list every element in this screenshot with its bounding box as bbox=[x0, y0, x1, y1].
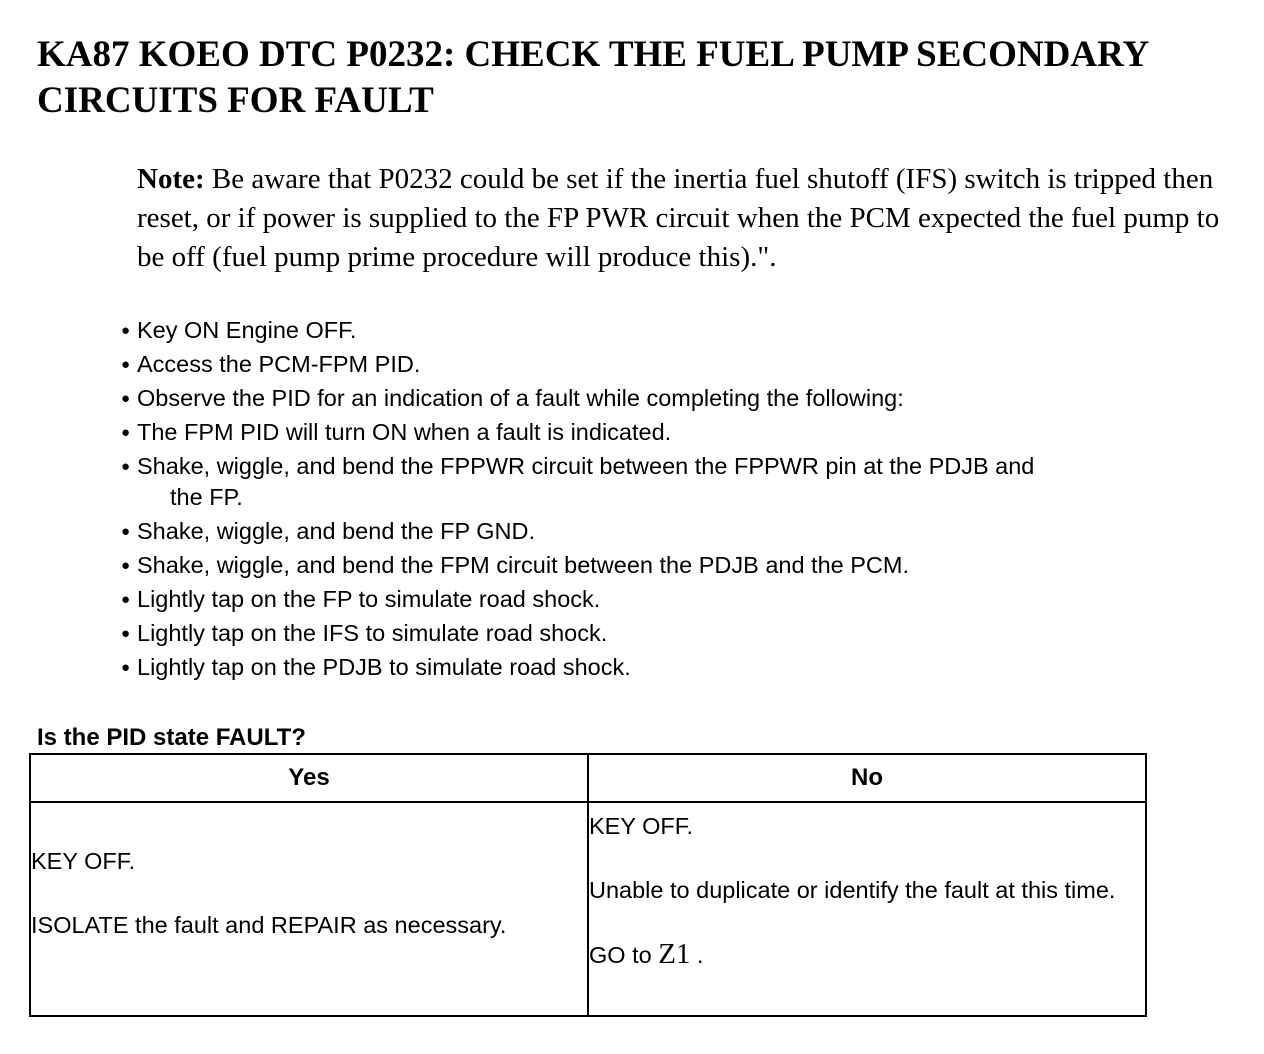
step-item bbox=[118, 315, 1228, 346]
goto-suffix: . bbox=[690, 942, 704, 968]
step-item bbox=[118, 550, 1228, 581]
step-text: Shake, wiggle, and bend the FP GND. bbox=[137, 518, 535, 544]
step-text: Lightly tap on the IFS to simulate road shock. bbox=[137, 620, 608, 646]
bullet-icon: ● bbox=[121, 591, 131, 608]
step-item bbox=[118, 618, 1228, 649]
step-text: Shake, wiggle, and bend the FPPWR circuit between the FPPWR pin at the PDJB and bbox=[137, 453, 1035, 479]
no-unable-duplicate: Unable to duplicate or identify the fault at this time. bbox=[589, 877, 1116, 903]
goto-z1-link[interactable]: Z1 bbox=[658, 938, 691, 970]
step-text: Shake, wiggle, and bend the FPM circuit between the PDJB and the PCM. bbox=[137, 552, 910, 578]
bullet-icon: ● bbox=[121, 659, 131, 676]
note-paragraph bbox=[137, 160, 1247, 277]
bullet-icon: ● bbox=[121, 523, 131, 540]
bullet-icon: ● bbox=[121, 424, 131, 441]
header-yes: Yes bbox=[30, 754, 588, 802]
yes-key-off: KEY OFF. bbox=[31, 848, 136, 874]
step-item bbox=[118, 451, 1228, 513]
yes-isolate-repair: ISOLATE the fault and REPAIR as necessary. bbox=[31, 912, 507, 938]
step-text: Access the PCM-FPM PID. bbox=[137, 351, 421, 377]
bullet-icon: ● bbox=[121, 625, 131, 642]
bullet-icon: ● bbox=[121, 322, 131, 339]
bullet-icon: ● bbox=[121, 390, 131, 407]
step-item bbox=[118, 652, 1228, 683]
question-heading: Is the PID state FAULT? bbox=[37, 724, 306, 751]
step-text: Lightly tap on the PDJB to simulate road shock. bbox=[137, 654, 631, 680]
step-text-continuation: the FP. bbox=[170, 484, 243, 510]
step-item bbox=[118, 349, 1228, 380]
table-row bbox=[30, 802, 1146, 1016]
table-header-row bbox=[30, 754, 1146, 802]
note-label: Note: bbox=[137, 163, 205, 195]
no-cell bbox=[588, 802, 1146, 1016]
procedure-steps bbox=[118, 315, 1228, 686]
header-no: No bbox=[588, 754, 1146, 802]
step-text: The FPM PID will turn ON when a fault is indicated. bbox=[137, 419, 672, 445]
step-item bbox=[118, 383, 1228, 414]
bullet-icon: ● bbox=[121, 557, 131, 574]
step-item bbox=[118, 516, 1228, 547]
step-item bbox=[118, 417, 1228, 448]
step-text: Lightly tap on the FP to simulate road shock. bbox=[137, 586, 601, 612]
no-key-off: KEY OFF. bbox=[589, 813, 694, 839]
answer-table bbox=[29, 753, 1147, 1017]
step-text: Observe the PID for an indication of a fault while completing the following: bbox=[137, 385, 904, 411]
yes-cell bbox=[30, 802, 588, 1016]
bullet-icon: ● bbox=[121, 458, 131, 475]
bullet-icon: ● bbox=[121, 356, 131, 373]
goto-prefix: GO to bbox=[589, 942, 659, 968]
no-goto bbox=[589, 938, 1145, 971]
step-item bbox=[118, 584, 1228, 615]
step-text: Key ON Engine OFF. bbox=[137, 317, 357, 343]
page-title: KA87 KOEO DTC P0232: CHECK THE FUEL PUMP SECONDARY CIRCUITS FOR FAULT bbox=[37, 34, 1148, 121]
note-text: Be aware that P0232 could be set if the inertia fuel shutoff (IFS) switch is tripped then reset, or if power is supplied to the FP PWR circuit when the PCM expected the fuel pump to be off (fuel pump prime procedure will produce this).". bbox=[137, 163, 1220, 273]
